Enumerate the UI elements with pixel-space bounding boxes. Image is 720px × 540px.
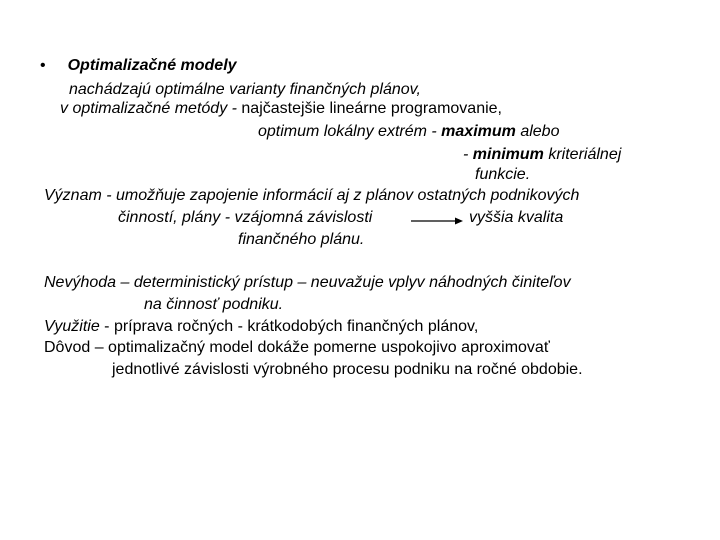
text-dovod-cont: jednotlivé závislosti výrobného procesu podniku na ročné obdobie. xyxy=(112,361,583,378)
right-arrow-icon xyxy=(411,216,463,226)
heading-optimalizacne-modely: Optimalizačné modely xyxy=(67,57,237,74)
text-line-8-a: činností, plány - vzájomná závislosti xyxy=(118,209,373,226)
text-nevyhoda: Nevýhoda – deterministický prístup – neuvažuje vplyv náhodných činiteľov xyxy=(44,274,571,291)
text-line-5-c: kriteriálnej xyxy=(543,146,622,163)
text-line-9: finančného plánu. xyxy=(238,231,365,248)
text-vyuzitie-body: - príprava ročných - krátkodobých finančných plánov, xyxy=(99,318,479,335)
text-line-3 xyxy=(60,99,502,119)
text-maximum: maximum xyxy=(441,123,516,140)
text-vyuzitie-label: Využitie xyxy=(44,318,100,335)
text-dovod: Dôvod – optimalizačný model dokáže pomerne uspokojivo aproximovať xyxy=(44,339,550,356)
text-line-4 xyxy=(258,122,559,142)
text-minimum: minimum xyxy=(472,146,544,163)
text-line-4-a: optimum lokálny extrém - xyxy=(258,123,442,140)
bullet-line xyxy=(40,56,237,76)
text-line-3-a: v optimalizačné metódy - xyxy=(60,100,242,117)
text-nevyhoda-cont: na činnosť podniku. xyxy=(144,296,284,313)
text-line-7-vyznam: Význam - umožňuje zapojenie informácií aj z plánov ostatných podnikových xyxy=(44,187,580,204)
text-line-4-c: alebo xyxy=(515,123,560,140)
text-line-2: nachádzajú optimálne varianty finančných plánov, xyxy=(69,81,421,98)
text-line-6: funkcie. xyxy=(475,166,531,183)
bullet: • xyxy=(40,57,46,74)
text-line-5 xyxy=(463,145,621,165)
text-line-5-a: - xyxy=(463,146,473,163)
text-line-8-b: vyššia kvalita xyxy=(469,209,564,226)
text-line-3-b: najčastejšie lineárne programovanie, xyxy=(241,100,502,117)
text-vyuzitie xyxy=(44,317,478,337)
